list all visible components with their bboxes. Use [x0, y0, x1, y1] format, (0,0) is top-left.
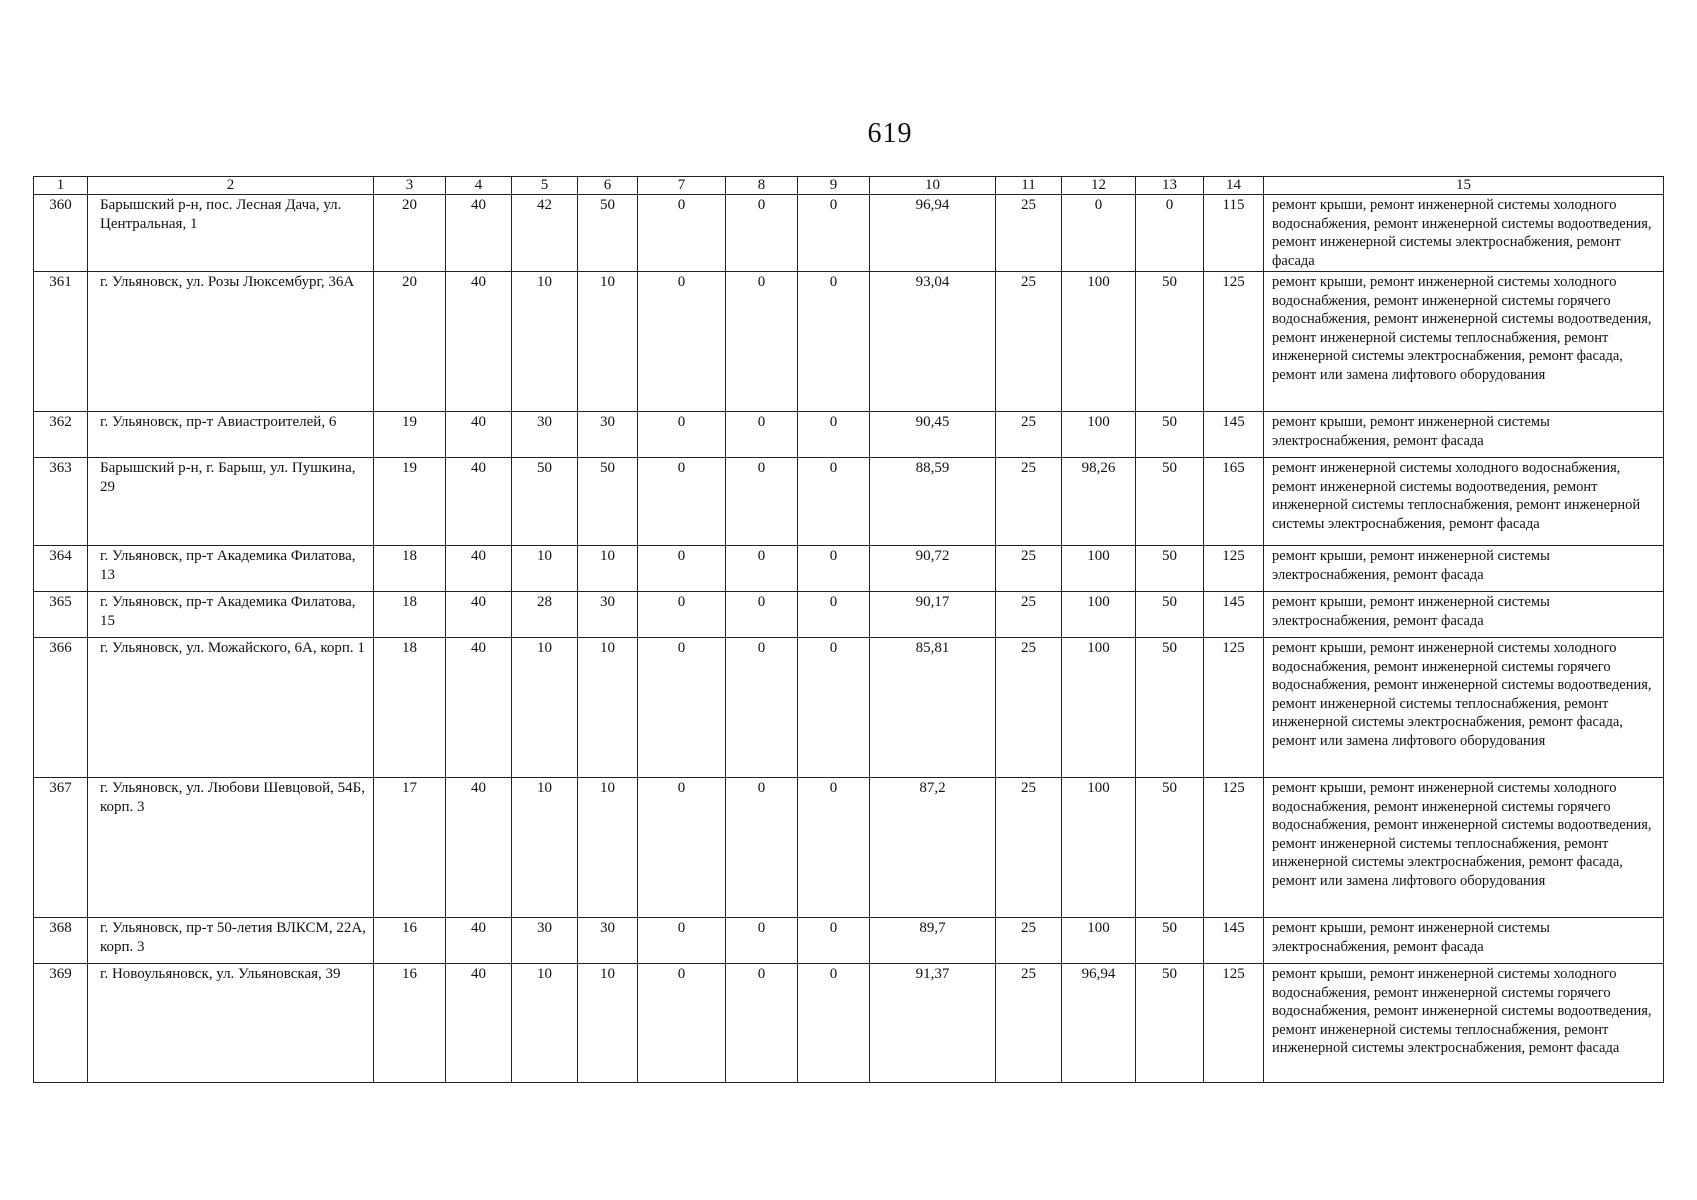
address-cell: г. Ульяновск, пр-т 50-летия ВЛКСМ, 22А, корп. 3: [88, 918, 374, 964]
value-cell: 0: [798, 592, 870, 638]
value-cell: 40: [446, 638, 512, 778]
value-cell: 96,94: [1062, 964, 1136, 1083]
value-cell: 0: [798, 778, 870, 918]
row-number-cell: 360: [34, 195, 88, 272]
value-cell: 10: [578, 546, 638, 592]
value-cell: 50: [1136, 778, 1204, 918]
works-list-cell: ремонт крыши, ремонт инженерной системы электроснабжения, ремонт фасада: [1264, 918, 1664, 964]
value-cell: 16: [374, 918, 446, 964]
column-header: 4: [446, 177, 512, 195]
column-header: 9: [798, 177, 870, 195]
column-header: 6: [578, 177, 638, 195]
value-cell: 30: [578, 412, 638, 458]
value-cell: 40: [446, 272, 512, 412]
value-cell: 0: [726, 546, 798, 592]
value-cell: 40: [446, 964, 512, 1083]
value-cell: 20: [374, 272, 446, 412]
value-cell: 0: [726, 458, 798, 546]
value-cell: 100: [1062, 272, 1136, 412]
value-cell: 25: [996, 195, 1062, 272]
value-cell: 145: [1204, 592, 1264, 638]
value-cell: 10: [512, 546, 578, 592]
table-row: [34, 272, 1664, 412]
row-number-cell: 365: [34, 592, 88, 638]
address-cell: г. Ульяновск, пр-т Академика Филатова, 13: [88, 546, 374, 592]
row-number-cell: 369: [34, 964, 88, 1083]
value-cell: 0: [726, 272, 798, 412]
table-row: [34, 195, 1664, 272]
value-cell: 0: [638, 458, 726, 546]
address-cell: г. Ульяновск, ул. Розы Люксембург, 36А: [88, 272, 374, 412]
column-header: 14: [1204, 177, 1264, 195]
address-cell: г. Ульяновск, ул. Любови Шевцовой, 54Б, корп. 3: [88, 778, 374, 918]
table-row: [34, 638, 1664, 778]
value-cell: 50: [1136, 272, 1204, 412]
column-header: 1: [34, 177, 88, 195]
column-header: 13: [1136, 177, 1204, 195]
value-cell: 10: [512, 272, 578, 412]
column-header: 12: [1062, 177, 1136, 195]
value-cell: 30: [578, 918, 638, 964]
works-list-cell: ремонт крыши, ремонт инженерной системы электроснабжения, ремонт фасада: [1264, 412, 1664, 458]
value-cell: 18: [374, 592, 446, 638]
value-cell: 30: [512, 918, 578, 964]
value-cell: 85,81: [870, 638, 996, 778]
column-header: 10: [870, 177, 996, 195]
value-cell: 40: [446, 546, 512, 592]
table-row: [34, 546, 1664, 592]
value-cell: 19: [374, 412, 446, 458]
address-cell: Барышский р-н, г. Барыш, ул. Пушкина, 29: [88, 458, 374, 546]
value-cell: 40: [446, 195, 512, 272]
address-cell: г. Ульяновск, пр-т Академика Филатова, 15: [88, 592, 374, 638]
value-cell: 88,59: [870, 458, 996, 546]
value-cell: 93,04: [870, 272, 996, 412]
value-cell: 125: [1204, 778, 1264, 918]
value-cell: 0: [726, 918, 798, 964]
value-cell: 90,17: [870, 592, 996, 638]
value-cell: 98,26: [1062, 458, 1136, 546]
value-cell: 25: [996, 918, 1062, 964]
value-cell: 145: [1204, 412, 1264, 458]
value-cell: 0: [726, 592, 798, 638]
value-cell: 0: [638, 964, 726, 1083]
address-cell: г. Ульяновск, ул. Можайского, 6А, корп. 1: [88, 638, 374, 778]
row-number-cell: 368: [34, 918, 88, 964]
works-list-cell: ремонт крыши, ремонт инженерной системы холодного водоснабжения, ремонт инженерной системы горячего водоснабжения, ремонт инженерной системы водоотведения, ремонт инженерной системы теплоснабжения, ремонт инженерной системы электроснабжения, ремонт фасада, ремонт или замена лифтового оборудования: [1264, 778, 1664, 918]
value-cell: 0: [726, 412, 798, 458]
value-cell: 0: [1062, 195, 1136, 272]
value-cell: 25: [996, 638, 1062, 778]
value-cell: 16: [374, 964, 446, 1083]
value-cell: 0: [798, 918, 870, 964]
value-cell: 165: [1204, 458, 1264, 546]
value-cell: 0: [638, 195, 726, 272]
value-cell: 50: [1136, 546, 1204, 592]
value-cell: 0: [798, 964, 870, 1083]
value-cell: 100: [1062, 918, 1136, 964]
column-header: 8: [726, 177, 798, 195]
row-number-cell: 366: [34, 638, 88, 778]
value-cell: 50: [1136, 458, 1204, 546]
value-cell: 0: [638, 918, 726, 964]
value-cell: 10: [578, 272, 638, 412]
column-header: 5: [512, 177, 578, 195]
value-cell: 40: [446, 412, 512, 458]
value-cell: 90,72: [870, 546, 996, 592]
column-header: 15: [1264, 177, 1664, 195]
value-cell: 100: [1062, 546, 1136, 592]
value-cell: 50: [512, 458, 578, 546]
works-list-cell: ремонт инженерной системы холодного водоснабжения, ремонт инженерной системы водоотведения, ремонт инженерной системы теплоснабжения, ремонт инженерной системы электроснабжения, ремонт фасада: [1264, 458, 1664, 546]
value-cell: 30: [512, 412, 578, 458]
value-cell: 0: [798, 195, 870, 272]
value-cell: 17: [374, 778, 446, 918]
works-list-cell: ремонт крыши, ремонт инженерной системы электроснабжения, ремонт фасада: [1264, 592, 1664, 638]
value-cell: 20: [374, 195, 446, 272]
value-cell: 0: [798, 412, 870, 458]
table-row: [34, 964, 1664, 1083]
works-list-cell: ремонт крыши, ремонт инженерной системы электроснабжения, ремонт фасада: [1264, 546, 1664, 592]
value-cell: 0: [638, 778, 726, 918]
column-header: 11: [996, 177, 1062, 195]
row-number-cell: 361: [34, 272, 88, 412]
row-number-cell: 367: [34, 778, 88, 918]
value-cell: 25: [996, 964, 1062, 1083]
value-cell: 115: [1204, 195, 1264, 272]
value-cell: 0: [1136, 195, 1204, 272]
table-body: [34, 195, 1664, 1083]
table-row: [34, 412, 1664, 458]
value-cell: 25: [996, 412, 1062, 458]
value-cell: 145: [1204, 918, 1264, 964]
works-list-cell: ремонт крыши, ремонт инженерной системы холодного водоснабжения, ремонт инженерной системы водоотведения, ремонт инженерной системы электроснабжения, ремонт фасада: [1264, 195, 1664, 272]
table-header: [34, 177, 1664, 195]
address-cell: г. Новоульяновск, ул. Ульяновская, 39: [88, 964, 374, 1083]
works-list-cell: ремонт крыши, ремонт инженерной системы холодного водоснабжения, ремонт инженерной системы горячего водоснабжения, ремонт инженерной системы водоотведения, ремонт инженерной системы теплоснабжения, ремонт инженерной системы электроснабжения, ремонт фасада: [1264, 964, 1664, 1083]
repair-table: [33, 176, 1664, 1083]
row-number-cell: 363: [34, 458, 88, 546]
table-row: [34, 918, 1664, 964]
value-cell: 0: [798, 546, 870, 592]
works-list-cell: ремонт крыши, ремонт инженерной системы холодного водоснабжения, ремонт инженерной системы горячего водоснабжения, ремонт инженерной системы водоотведения, ремонт инженерной системы теплоснабжения, ремонт инженерной системы электроснабжения, ремонт фасада, ремонт или замена лифтового оборудования: [1264, 638, 1664, 778]
value-cell: 0: [638, 592, 726, 638]
value-cell: 42: [512, 195, 578, 272]
value-cell: 40: [446, 458, 512, 546]
value-cell: 100: [1062, 592, 1136, 638]
value-cell: 0: [726, 778, 798, 918]
value-cell: 100: [1062, 412, 1136, 458]
value-cell: 40: [446, 918, 512, 964]
value-cell: 87,2: [870, 778, 996, 918]
works-list-cell: ремонт крыши, ремонт инженерной системы холодного водоснабжения, ремонт инженерной системы горячего водоснабжения, ремонт инженерной системы водоотведения, ремонт инженерной системы теплоснабжения, ремонт инженерной системы электроснабжения, ремонт фасада, ремонт или замена лифтового оборудования: [1264, 272, 1664, 412]
table-row: [34, 592, 1664, 638]
value-cell: 25: [996, 458, 1062, 546]
value-cell: 10: [512, 964, 578, 1083]
value-cell: 125: [1204, 272, 1264, 412]
value-cell: 25: [996, 272, 1062, 412]
row-number-cell: 364: [34, 546, 88, 592]
value-cell: 89,7: [870, 918, 996, 964]
row-number-cell: 362: [34, 412, 88, 458]
value-cell: 10: [512, 778, 578, 918]
value-cell: 40: [446, 778, 512, 918]
value-cell: 96,94: [870, 195, 996, 272]
page-number: 619: [867, 118, 913, 149]
value-cell: 0: [798, 458, 870, 546]
value-cell: 0: [638, 546, 726, 592]
address-cell: г. Ульяновск, пр-т Авиастроителей, 6: [88, 412, 374, 458]
value-cell: 10: [512, 638, 578, 778]
value-cell: 18: [374, 638, 446, 778]
address-cell: Барышский р-н, пос. Лесная Дача, ул. Центральная, 1: [88, 195, 374, 272]
value-cell: 40: [446, 592, 512, 638]
value-cell: 100: [1062, 778, 1136, 918]
value-cell: 0: [638, 412, 726, 458]
column-header: 7: [638, 177, 726, 195]
value-cell: 25: [996, 546, 1062, 592]
value-cell: 30: [578, 592, 638, 638]
column-header: 2: [88, 177, 374, 195]
value-cell: 125: [1204, 546, 1264, 592]
value-cell: 10: [578, 778, 638, 918]
value-cell: 50: [1136, 964, 1204, 1083]
value-cell: 28: [512, 592, 578, 638]
value-cell: 91,37: [870, 964, 996, 1083]
value-cell: 0: [638, 272, 726, 412]
value-cell: 50: [1136, 638, 1204, 778]
value-cell: 25: [996, 592, 1062, 638]
value-cell: 50: [1136, 592, 1204, 638]
table-row: [34, 458, 1664, 546]
column-header: 3: [374, 177, 446, 195]
value-cell: 100: [1062, 638, 1136, 778]
value-cell: 0: [798, 272, 870, 412]
value-cell: 50: [1136, 412, 1204, 458]
value-cell: 19: [374, 458, 446, 546]
value-cell: 50: [1136, 918, 1204, 964]
value-cell: 125: [1204, 638, 1264, 778]
value-cell: 10: [578, 638, 638, 778]
value-cell: 0: [638, 638, 726, 778]
value-cell: 90,45: [870, 412, 996, 458]
value-cell: 0: [798, 638, 870, 778]
value-cell: 125: [1204, 964, 1264, 1083]
value-cell: 10: [578, 964, 638, 1083]
value-cell: 18: [374, 546, 446, 592]
value-cell: 0: [726, 195, 798, 272]
value-cell: 0: [726, 638, 798, 778]
table-row: [34, 778, 1664, 918]
value-cell: 0: [726, 964, 798, 1083]
value-cell: 25: [996, 778, 1062, 918]
column-numbers-row: [34, 177, 1664, 195]
value-cell: 50: [578, 458, 638, 546]
value-cell: 50: [578, 195, 638, 272]
